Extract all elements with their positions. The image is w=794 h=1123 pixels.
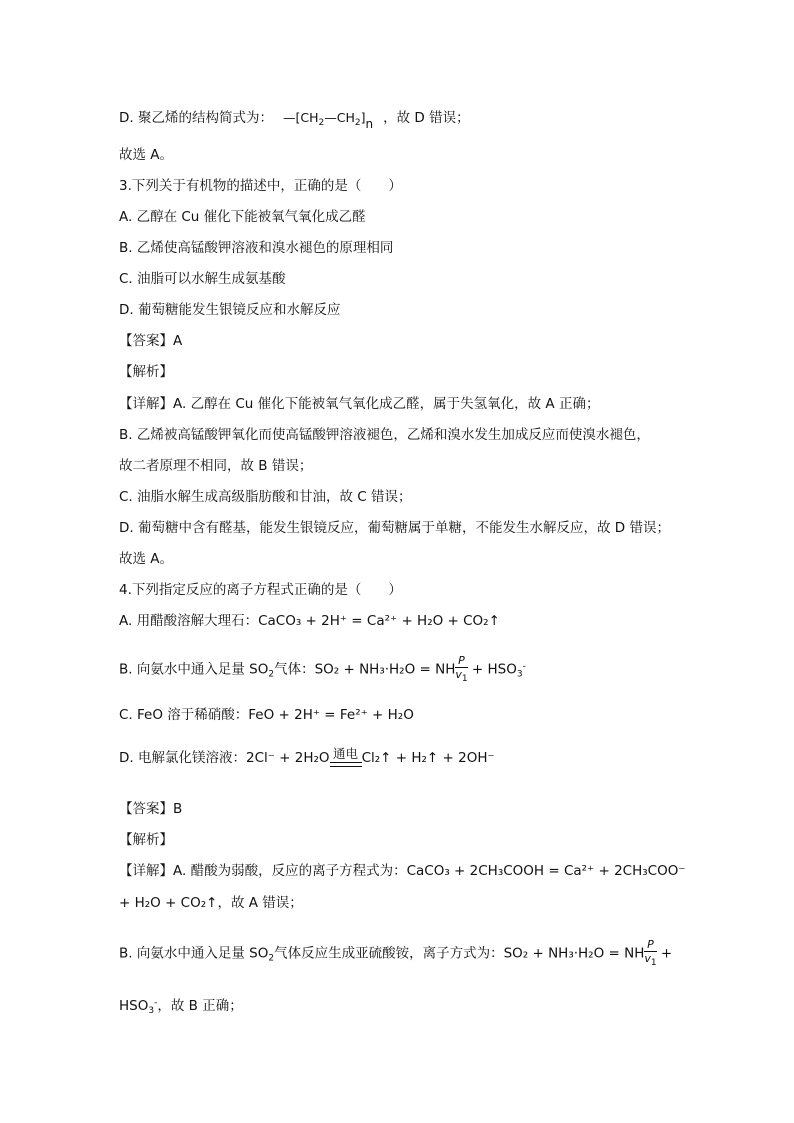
condition-label: 通电 [333, 746, 359, 761]
poly-mid: —CH [324, 110, 355, 125]
double-line [330, 762, 362, 767]
text: D. 聚乙烯的结构简式为： [119, 110, 273, 126]
question-3-stem: 3.下列关于有机物的描述中，正确的是（ ） [119, 178, 402, 194]
question-3-detail-b: B. 乙烯被高锰酸钾氧化而使高锰酸钾溶液褪色，乙烯和溴水发生加成反应而使溴水褪色， [119, 427, 650, 443]
question-4-analysis-heading: 【解析】 [119, 832, 173, 848]
line-conclusion: 故选 A。 [119, 147, 174, 163]
question-4-stem: 4.下列指定反应的离子方程式正确的是（ ） [119, 582, 402, 598]
text: 气体： [274, 661, 315, 678]
text: 气体反应生成亚硫酸铵，离子方式为： [274, 945, 504, 962]
text: 【详解】A. 醋酸为弱酸，反应的离子方程式为： [119, 863, 407, 879]
fraction [455, 654, 468, 684]
plus: + [656, 945, 673, 962]
line-option-d-polyethylene [119, 108, 470, 131]
equation-a: CaCO₃ + 2H⁺ = Ca²⁺ + H₂O + CO₂↑ [258, 613, 500, 629]
polyethylene-structure-formula [282, 108, 374, 131]
sup: - [522, 661, 526, 672]
equation-b-detail-left: SO₂ + NH₃·H₂O = NH [503, 945, 645, 962]
question-4-detail-b-cont [119, 996, 243, 1016]
text: ，故 D 错误； [383, 110, 470, 126]
sup: - [154, 998, 158, 1008]
equation-c: FeO + 2H⁺ = Fe²⁺ + H₂O [248, 707, 414, 723]
question-3-detail-c: C. 油脂水解生成高级脂肪酸和甘油，故 C 错误； [119, 489, 412, 505]
text: ，故 A 错误； [217, 895, 303, 911]
equation-d-left: 2Cl⁻ + 2H₂O [245, 750, 330, 766]
equation-a-detail: CaCO₃ + 2CH₃COOH = Ca²⁺ + 2CH₃COO⁻ [406, 863, 686, 879]
fraction-denominator [644, 952, 657, 968]
question-4-detail-a [119, 861, 685, 881]
text: B. 向氨水中通入足量 SO [119, 945, 269, 962]
question-4-option-a [119, 611, 500, 631]
question-3-conclusion: 故选 A。 [119, 551, 174, 567]
question-3-detail-a: 【详解】A. 乙醇在 Cu 催化下能被氧气氧化成乙醛，属于失氢氧化，故 A 正确； [119, 396, 600, 412]
question-3-option-d: D. 葡萄糖能发生银镜反应和水解反应 [119, 302, 341, 318]
text: ，故 B 正确； [157, 998, 243, 1014]
sub: 3 [516, 669, 523, 680]
equation-d-right: Cl₂↑ + H₂↑ + 2OH⁻ [361, 750, 495, 766]
text: A. 用醋酸溶解大理石： [119, 613, 259, 629]
question-4-option-c [119, 705, 414, 725]
question-3-detail-b-cont: 故二者原理不相同，故 B 错误； [119, 458, 313, 474]
question-3-option-a: A. 乙醇在 Cu 催化下能被氧气氧化成乙醛 [119, 209, 366, 225]
sub: 2 [354, 118, 361, 128]
text: C. FeO 溶于稀硝酸： [119, 707, 249, 723]
question-3-analysis-heading: 【解析】 [119, 364, 173, 380]
question-4-option-d [119, 748, 495, 768]
question-4-detail-b [119, 940, 672, 967]
question-4-detail-a-cont [119, 893, 303, 913]
sub: 2 [268, 669, 275, 680]
fraction-denominator [455, 668, 468, 684]
equation-a-detail-cont: + H₂O + CO₂↑ [119, 895, 218, 911]
sub: 1 [461, 674, 468, 684]
den-var: v [644, 952, 651, 965]
poly-right: ] [360, 110, 366, 125]
text: D. 电解氯化镁溶液： [119, 750, 246, 766]
fraction-numerator: P [644, 938, 656, 952]
sub: 1 [650, 958, 657, 968]
question-3-detail-d: D. 葡萄糖中含有醛基，能发生银镜反应，葡萄糖属于单糖，不能发生水解反应，故 D 错误； [119, 520, 670, 536]
text: B. 向氨水中通入足量 SO [119, 661, 269, 678]
sub: 2 [268, 953, 275, 964]
equation-b-right: + HSO [467, 661, 517, 678]
fraction-numerator: P [455, 654, 467, 668]
sub: 2 [318, 118, 325, 128]
poly-n: n [365, 117, 374, 131]
hso-ion: HSO [119, 998, 149, 1014]
question-3-option-b: B. 乙烯使高锰酸钾溶液和溴水褪色的原理相同 [119, 240, 394, 256]
den-var: v [455, 668, 462, 681]
equation-b-left: SO₂ + NH₃·H₂O = NH [314, 661, 456, 678]
question-3-answer: 【答案】A [119, 333, 183, 349]
sub: 3 [148, 1006, 155, 1016]
question-3-option-c: C. 油脂可以水解生成氨基酸 [119, 271, 286, 287]
fraction [644, 938, 657, 968]
electrolysis-condition [330, 747, 362, 767]
question-4-answer: 【答案】B [119, 801, 183, 817]
question-4-option-b [119, 656, 526, 683]
poly-left: —[CH [282, 110, 319, 125]
